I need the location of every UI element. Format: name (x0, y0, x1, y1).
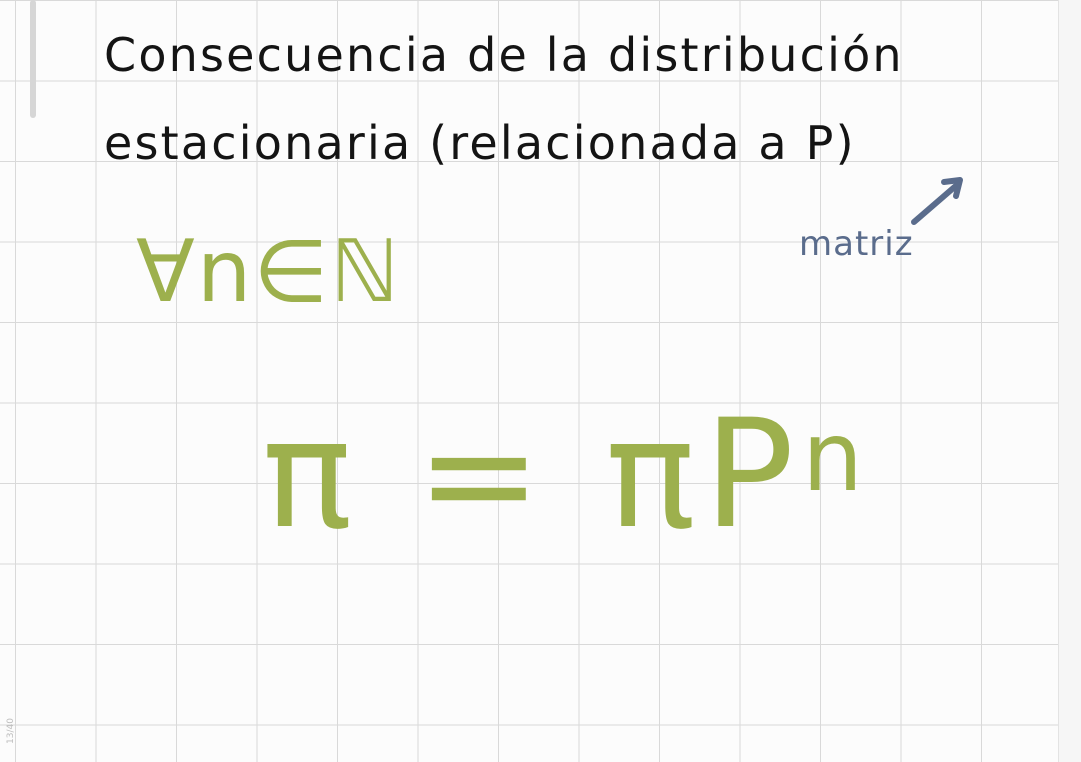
stationary-formula (262, 388, 871, 562)
title-line-2: estacionaria (relacionada a P) (104, 116, 856, 170)
page-edge (1058, 0, 1081, 762)
annotation-label: matriz (799, 224, 914, 264)
formula-exponent: n (802, 401, 871, 513)
title-line-1: Consecuencia de la distribución (104, 28, 904, 82)
quantifier-expression: ∀n∈ℕ (136, 222, 402, 322)
scrollbar[interactable] (30, 0, 36, 118)
page-indicator: 13/40 (6, 718, 16, 744)
formula-base: π = πP (262, 388, 803, 562)
